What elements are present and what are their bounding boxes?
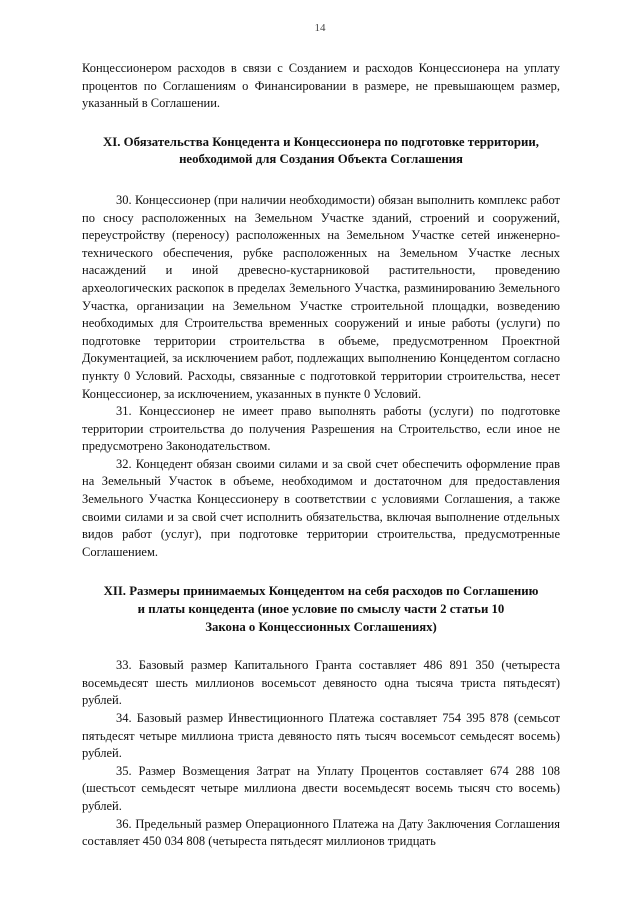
paragraph-30: 30. Концессионер (при наличии необходимости) обязан выполнить комплекс работ по сносу расположенных на Земельном Участке зданий, строений и сооружений, переустройству (переносу) расположенных на Земельном Участке сетей инженерно-технического обеспечения, рубке расположенных на Земельном Участке лесных насаждений и иной древесно-кустарниковой растительности, проведению археологических раскопок в пределах Земельного Участка, разминированию Земельного Участка, организации на Земельном Участке строительной площадки, возведению необходимых для Строительства временных сооружений и иные работы (услуги) по подготовке территории строительства в объеме, предусмотренном Проектной Документацией, за исключением работ, подлежащих выполнению Концедентом согласно пункту 0 Условий. Расходы, связанные с подготовкой территории строительства, несет Концессионер, за исключением, указанных в пункте 0 Условий.	[82, 192, 560, 401]
section-xii-heading-line1: XII. Размеры принимаемых Концедентом на себя расходов по Соглашению	[103, 584, 539, 599]
paragraph-33: 33. Базовый размер Капитального Гранта составляет 486 891 350 (четыреста восемьдесят шесть миллионов восемьсот девяносто одна тысяча триста пятьдесят) рублей.	[82, 658, 560, 708]
page-number: 14	[314, 22, 326, 34]
section-xii-heading	[82, 583, 560, 636]
paragraph-34: 34. Базовый размер Инвестиционного Платежа составляет 754 395 878 (семьсот пятьдесят четыре миллиона триста девяносто пять тысяч восемьсот семьдесят восемь) рублей.	[82, 711, 560, 761]
section-xi-heading	[82, 134, 560, 169]
paragraph-31: 31. Концессионер не имеет право выполнять работы (услуги) по подготовке территории строительства до получения Разрешения на Строительство, если иное не предусмотрено Законодательством.	[82, 404, 560, 454]
paragraph-35: 35. Размер Возмещения Затрат на Уплату Процентов составляет 674 288 108 (шестьсот семьдесят четыре миллиона двести восемьдесят восемь тысяч сто восемь) рублей.	[82, 763, 560, 813]
document-body	[82, 60, 560, 851]
section-xi-heading-line2: необходимой для Создания Объекта Соглашения	[179, 152, 463, 167]
paragraph-32: 32. Концедент обязан своими силами и за свой счет обеспечить оформление прав на Земельный Участок в объеме, необходимом и достаточном для предоставления Земельного Участка Концессионеру в соответствии с условиями Соглашения, а также своими силами и за свой счет исполнить обязательства, включая выполнение отдельных видов работ (услуг), при подготовке территории строительства, предусмотренные Соглашением.	[82, 456, 560, 559]
paragraph-36: 36. Предельный размер Операционного Платежа на Дату Заключения Соглашения составляет 450 034 808 (четыреста пятьдесят миллионов тридцать	[82, 816, 560, 849]
intro-paragraph: Концессионером расходов в связи с Созданием и расходов Концессионера на уплату процентов по Соглашениям о Финансировании в размере, не превышающем размер, указанный в Соглашении.	[82, 61, 560, 111]
section-xii-heading-line3: Закона о Концессионных Соглашениях)	[205, 619, 437, 634]
section-xi-heading-line1: XI. Обязательства Концедента и Концессионера по подготовке территории,	[103, 134, 539, 149]
section-xii-heading-line2: и платы концедента (иное условие по смыслу части 2 статьи 10	[137, 602, 505, 617]
